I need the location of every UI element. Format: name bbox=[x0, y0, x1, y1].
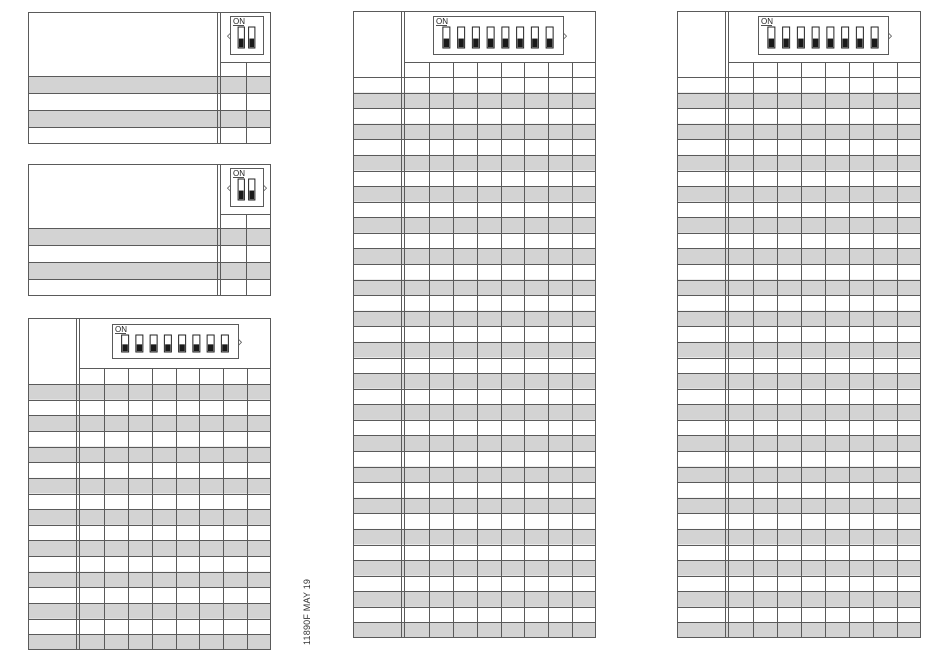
table-row bbox=[353, 342, 596, 358]
switch-toggle bbox=[249, 39, 254, 48]
table-row bbox=[353, 108, 596, 124]
table-row bbox=[28, 509, 271, 525]
table-row bbox=[677, 545, 921, 561]
table-row bbox=[677, 420, 921, 436]
table-row bbox=[677, 451, 921, 467]
table-row bbox=[353, 607, 596, 623]
dip-switch-icon bbox=[228, 169, 267, 207]
table-row bbox=[28, 384, 271, 400]
table-row bbox=[353, 248, 596, 264]
switch-on-label: ON bbox=[233, 17, 245, 26]
table-row bbox=[353, 264, 596, 280]
table-2-switch-a bbox=[28, 12, 271, 144]
switch-toggle bbox=[769, 39, 774, 48]
switch-toggle bbox=[783, 39, 788, 48]
table-row bbox=[353, 591, 596, 607]
table-row bbox=[28, 245, 271, 262]
table-8-switch-right bbox=[677, 11, 921, 638]
table-row bbox=[353, 186, 596, 202]
table-row bbox=[677, 186, 921, 202]
table-row bbox=[28, 619, 271, 635]
switch-on-label: ON bbox=[115, 325, 127, 334]
dip-switch-icon bbox=[434, 17, 567, 55]
switch-toggle bbox=[828, 39, 833, 48]
table-row bbox=[677, 217, 921, 233]
table-row bbox=[353, 295, 596, 311]
table-row bbox=[353, 155, 596, 171]
table-row bbox=[353, 560, 596, 576]
switch-toggle bbox=[239, 39, 244, 48]
table-8-switch-small bbox=[28, 318, 271, 650]
table-row bbox=[677, 202, 921, 218]
switch-toggle bbox=[857, 39, 862, 48]
switch-toggle bbox=[473, 39, 478, 48]
switch-toggle bbox=[239, 191, 244, 200]
table-row bbox=[28, 462, 271, 478]
table-row bbox=[353, 389, 596, 405]
table-row bbox=[677, 311, 921, 327]
table-row bbox=[677, 139, 921, 155]
table-row bbox=[677, 295, 921, 311]
switch-toggle bbox=[444, 39, 449, 48]
table-row bbox=[677, 622, 921, 638]
switch-toggle bbox=[151, 344, 156, 351]
table-row bbox=[28, 603, 271, 619]
switch-toggle bbox=[532, 39, 537, 48]
switch-toggle bbox=[813, 39, 818, 48]
table-2-switch-b bbox=[28, 164, 271, 296]
table-row bbox=[677, 233, 921, 249]
table-row bbox=[28, 93, 271, 110]
table-row bbox=[353, 326, 596, 342]
table-row bbox=[353, 77, 596, 93]
switch-toggle bbox=[872, 39, 877, 48]
table-row bbox=[353, 513, 596, 529]
table-row bbox=[353, 420, 596, 436]
table-row bbox=[353, 139, 596, 155]
table-row bbox=[353, 576, 596, 592]
table-row bbox=[353, 622, 596, 638]
table-row bbox=[677, 389, 921, 405]
table-row bbox=[353, 435, 596, 451]
table-row bbox=[353, 482, 596, 498]
table-row bbox=[28, 127, 271, 144]
table-row bbox=[677, 529, 921, 545]
table-row bbox=[28, 447, 271, 463]
table-row bbox=[677, 342, 921, 358]
table-row bbox=[677, 404, 921, 420]
switch-toggle bbox=[798, 39, 803, 48]
table-row bbox=[28, 415, 271, 431]
table-row bbox=[28, 279, 271, 296]
switch-on-label: ON bbox=[761, 17, 773, 26]
table-row bbox=[677, 560, 921, 576]
table-row bbox=[28, 525, 271, 541]
dip-switch-icon bbox=[113, 325, 242, 359]
table-row bbox=[353, 217, 596, 233]
switch-toggle bbox=[194, 344, 199, 351]
table-row bbox=[677, 513, 921, 529]
table-row bbox=[28, 556, 271, 572]
switch-toggle bbox=[517, 39, 522, 48]
table-row bbox=[677, 358, 921, 374]
table-row bbox=[677, 93, 921, 109]
table-row bbox=[28, 228, 271, 245]
table-row bbox=[353, 467, 596, 483]
table-row bbox=[353, 124, 596, 140]
table-row bbox=[677, 108, 921, 124]
dip-switch-icon bbox=[228, 17, 264, 55]
switch-toggle bbox=[179, 344, 184, 351]
table-row bbox=[353, 202, 596, 218]
table-row bbox=[28, 400, 271, 416]
table-row bbox=[677, 280, 921, 296]
table-row bbox=[677, 124, 921, 140]
table-row bbox=[677, 171, 921, 187]
table-row bbox=[353, 529, 596, 545]
table-row bbox=[353, 171, 596, 187]
table-row bbox=[353, 373, 596, 389]
table-row bbox=[353, 358, 596, 374]
table-row bbox=[28, 431, 271, 447]
table-row bbox=[28, 572, 271, 588]
switch-toggle bbox=[842, 39, 847, 48]
table-row bbox=[677, 607, 921, 623]
dip-switch-icon bbox=[759, 17, 892, 55]
table-row bbox=[28, 262, 271, 279]
table-row bbox=[353, 498, 596, 514]
table-row bbox=[353, 280, 596, 296]
table-row bbox=[677, 373, 921, 389]
table-row bbox=[677, 498, 921, 514]
table-row bbox=[677, 435, 921, 451]
switch-toggle bbox=[458, 39, 463, 48]
table-row bbox=[677, 155, 921, 171]
table-row bbox=[677, 482, 921, 498]
switch-toggle bbox=[503, 39, 508, 48]
switch-toggle bbox=[122, 344, 127, 351]
table-row bbox=[353, 451, 596, 467]
switch-toggle bbox=[547, 39, 552, 48]
switch-toggle bbox=[208, 344, 213, 351]
table-row bbox=[28, 540, 271, 556]
switch-toggle bbox=[165, 344, 170, 351]
table-row bbox=[28, 634, 271, 650]
table-row bbox=[28, 478, 271, 494]
switch-on-label: ON bbox=[233, 169, 245, 178]
table-row bbox=[677, 576, 921, 592]
switch-on-label: ON bbox=[436, 17, 448, 26]
table-row bbox=[677, 248, 921, 264]
table-row bbox=[677, 264, 921, 280]
switch-toggle bbox=[222, 344, 227, 351]
switch-toggle bbox=[137, 344, 142, 351]
switch-toggle bbox=[249, 191, 254, 200]
dip-switch-housing bbox=[113, 325, 239, 359]
dip-switch-housing bbox=[434, 17, 564, 55]
table-row bbox=[28, 494, 271, 510]
table-8-switch-middle bbox=[353, 11, 596, 638]
table-row bbox=[677, 326, 921, 342]
table-row bbox=[353, 311, 596, 327]
table-row bbox=[353, 545, 596, 561]
table-row bbox=[28, 587, 271, 603]
table-row bbox=[677, 467, 921, 483]
table-row bbox=[353, 404, 596, 420]
table-row bbox=[677, 591, 921, 607]
dip-switch-housing bbox=[759, 17, 889, 55]
table-row bbox=[677, 77, 921, 93]
table-row bbox=[28, 110, 271, 127]
table-row bbox=[28, 76, 271, 93]
document-code: 11890F MAY 19 bbox=[302, 578, 312, 645]
table-row bbox=[353, 93, 596, 109]
switch-toggle bbox=[488, 39, 493, 48]
table-row bbox=[353, 233, 596, 249]
